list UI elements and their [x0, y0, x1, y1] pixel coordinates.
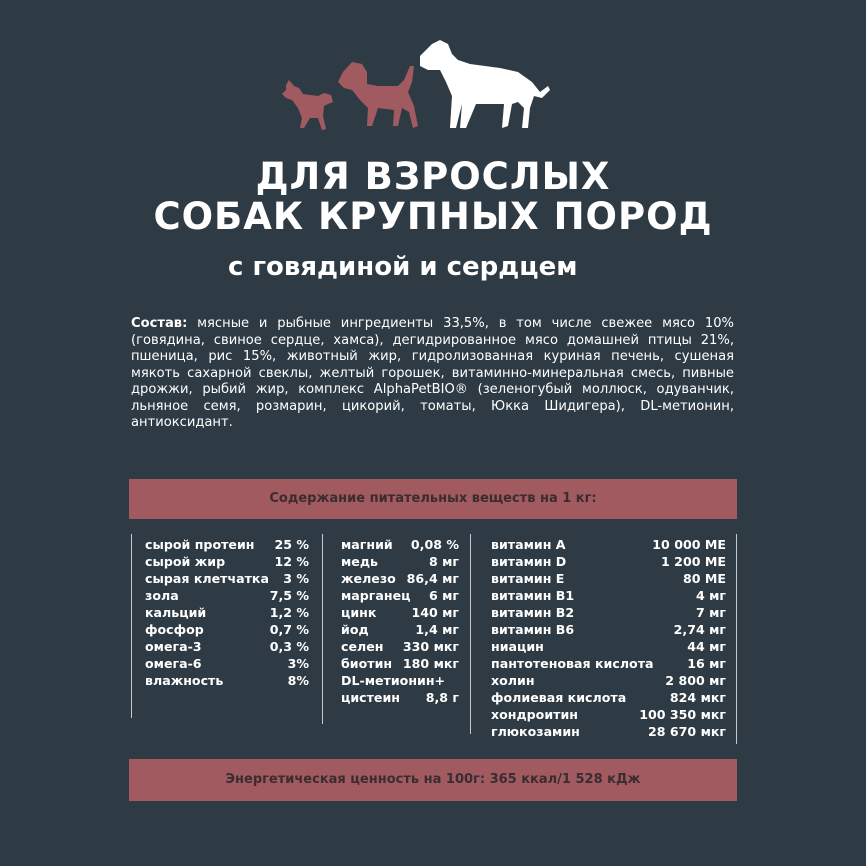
nutrient-name: влажность	[145, 673, 224, 688]
nutrient-value: 0,08 %	[410, 537, 459, 552]
nutrient-row	[341, 537, 459, 554]
nutrient-name: сырая клетчатка	[145, 571, 269, 586]
nutrient-row	[491, 554, 726, 571]
nutrient-row	[341, 622, 459, 639]
energy-value: Энергетическая ценность на 100г: 365 ккал/1 528 кДж	[129, 759, 737, 801]
nutrient-name: селен	[341, 639, 384, 654]
composition-text	[131, 316, 734, 432]
nutrient-row	[145, 571, 309, 588]
nutrient-name: витамин B1	[491, 588, 575, 603]
nutrient-row	[341, 673, 459, 690]
nutrient-value: 16 мг	[687, 656, 726, 671]
nutrient-value: 330 мкг	[402, 639, 459, 654]
nutrient-value: 28 670 мкг	[647, 724, 726, 739]
nutrients-column-1	[145, 537, 309, 690]
nutrient-row	[145, 554, 309, 571]
title-line-1: ДЛЯ ВЗРОСЛЫХ	[255, 155, 611, 198]
nutrient-name: кальций	[145, 605, 207, 620]
subtitle: с говядиной и сердцем	[228, 252, 578, 282]
nutrient-value: 2 800 мг	[665, 673, 726, 688]
nutrient-value: 8%	[287, 673, 309, 688]
nutrient-name: йод	[341, 622, 369, 637]
nutrient-row	[491, 656, 726, 673]
nutrient-row	[491, 673, 726, 690]
nutrient-name: цинк	[341, 605, 377, 620]
nutrient-row	[491, 605, 726, 622]
nutrient-name: сырой протеин	[145, 537, 255, 552]
nutrient-row	[145, 537, 309, 554]
nutrient-row	[341, 571, 459, 588]
nutrients-column-3	[491, 537, 726, 741]
nutrient-name: ниацин	[491, 639, 544, 654]
nutrient-row	[145, 605, 309, 622]
nutrient-row	[491, 707, 726, 724]
nutrient-name: сырой жир	[145, 554, 226, 569]
divider	[736, 534, 737, 744]
nutrient-row	[145, 639, 309, 656]
title-line-2: СОБАК КРУПНЫХ ПОРОД	[153, 195, 713, 238]
nutrient-row	[145, 588, 309, 605]
nutrient-name: железо	[341, 571, 396, 586]
nutrient-value: 8 мг	[428, 554, 459, 569]
nutrient-name: омега-6	[145, 656, 202, 671]
nutrient-row	[341, 639, 459, 656]
nutrients-header: Содержание питательных веществ на 1 кг:	[129, 479, 737, 519]
nutrient-value: 8,8 г	[425, 690, 459, 705]
nutrient-value: 4 мг	[695, 588, 726, 603]
nutrient-row	[491, 571, 726, 588]
nutrient-value: 100 350 мкг	[639, 707, 726, 722]
nutrient-value: 86,4 мг	[406, 571, 459, 586]
nutrient-row	[341, 690, 459, 707]
nutrient-name: витамин D	[491, 554, 567, 569]
composition-body: мясные и рыбные ингредиенты 33,5%, в том числе свежее мясо 10% (говядина, свиное сердце, хамса), дегидрированное мясо домашней птицы 21%, пшеница, рис 15%, животный жир, гидролизованная куриная печень, сушеная мякоть сахарной свеклы, желтый горошек, витаминно-минеральная смесь, пивные дрожжи, рыбий жир, комплекс AlphaPetBIO® (зеленогубый моллюск, одуванчик, льняное семя, розмарин, цикорий, томаты, Юкка Шидигера), DL-метионин, антиоксидант.	[131, 316, 734, 430]
nutrient-value: 6 мг	[428, 588, 459, 603]
nutrient-name: зола	[145, 588, 179, 603]
nutrient-value: 25 %	[274, 537, 309, 552]
nutrient-row	[145, 673, 309, 690]
nutrient-value: 1,2 %	[269, 605, 309, 620]
nutrient-name: медь	[341, 554, 378, 569]
nutrient-name: DL-метионин+	[341, 673, 446, 688]
nutrient-row	[491, 588, 726, 605]
nutrient-name: цистеин	[341, 690, 400, 705]
nutrient-name: хондроитин	[491, 707, 578, 722]
nutrient-name: фолиевая кислота	[491, 690, 627, 705]
nutrient-name: холин	[491, 673, 535, 688]
nutrient-value: 80 МЕ	[682, 571, 726, 586]
nutrient-value: 1,4 мг	[415, 622, 459, 637]
nutrient-value: 3%	[287, 656, 309, 671]
nutrient-value: 824 мкг	[669, 690, 726, 705]
nutrient-row	[341, 605, 459, 622]
nutrient-value: 3 %	[283, 571, 309, 586]
nutrient-name: фосфор	[145, 622, 204, 637]
nutrient-row	[341, 554, 459, 571]
nutrient-name: глюкозамин	[491, 724, 580, 739]
divider	[322, 534, 323, 724]
nutrient-row	[145, 656, 309, 673]
nutrient-value: 140 мг	[411, 605, 459, 620]
nutrient-row	[491, 639, 726, 656]
nutrient-row	[491, 622, 726, 639]
large-dog-icon	[420, 40, 550, 128]
nutrient-row	[491, 724, 726, 741]
nutrient-row	[491, 690, 726, 707]
nutrient-name: пантотеновая кислота	[491, 656, 654, 671]
small-dog-icon	[282, 80, 333, 130]
nutrient-value: 7,5 %	[269, 588, 309, 603]
nutrients-column-2	[341, 537, 459, 707]
nutrient-name: витамин B6	[491, 622, 575, 637]
medium-dog-icon	[338, 62, 418, 128]
nutrient-value: 2,74 мг	[673, 622, 726, 637]
nutrient-value: 0,3 %	[269, 639, 309, 654]
nutrient-value: 1 200 МЕ	[661, 554, 726, 569]
nutrient-row	[491, 537, 726, 554]
nutrient-value: 44 мг	[687, 639, 726, 654]
nutrient-name: витамин B2	[491, 605, 575, 620]
nutrient-value: 7 мг	[695, 605, 726, 620]
nutrient-value: 180 мкг	[402, 656, 459, 671]
dogs-illustration	[270, 30, 570, 140]
nutrient-value: 12 %	[274, 554, 309, 569]
nutrient-name: биотин	[341, 656, 393, 671]
divider	[131, 534, 132, 718]
nutrient-row	[145, 622, 309, 639]
nutrient-row	[341, 588, 459, 605]
nutrient-name: марганец	[341, 588, 411, 603]
nutrient-value: 0,7 %	[269, 622, 309, 637]
nutrient-name: витамин A	[491, 537, 566, 552]
nutrient-name: витамин E	[491, 571, 565, 586]
nutrient-row	[341, 656, 459, 673]
nutrient-name: магний	[341, 537, 393, 552]
divider	[470, 534, 471, 734]
nutrient-value: 10 000 МЕ	[652, 537, 726, 552]
composition-label: Состав:	[131, 316, 188, 331]
nutrient-name: омега-3	[145, 639, 202, 654]
